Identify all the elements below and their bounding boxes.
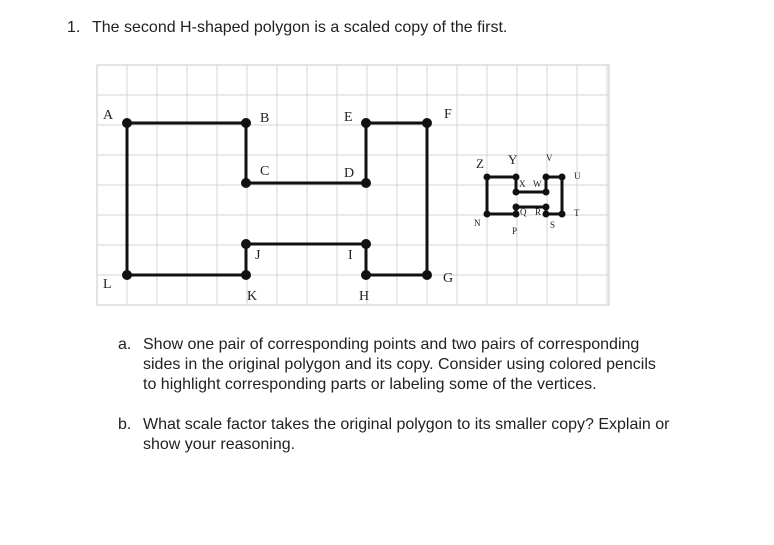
- vertex-C: [241, 178, 251, 188]
- vertex-X: [513, 189, 520, 196]
- part-a-letter: a.: [118, 336, 132, 353]
- label-X: X: [519, 179, 526, 189]
- part-b-text: [143, 415, 738, 455]
- part-b-line: What scale factor takes the original polygon to its smaller copy? Explain or: [143, 416, 670, 433]
- label-Y: Y: [508, 152, 518, 167]
- vertex-J: [241, 239, 251, 249]
- vertex-I: [361, 239, 371, 249]
- question-text: The second H-shaped polygon is a scaled copy of the first.: [92, 19, 508, 36]
- label-C: C: [260, 164, 270, 179]
- part-a-line: to highlight corresponding parts or labeling some of the vertices.: [143, 376, 597, 393]
- part-b: [118, 415, 738, 455]
- label-B: B: [260, 111, 270, 126]
- label-G: G: [443, 271, 454, 286]
- vertex-E: [361, 118, 371, 128]
- vertex-R: [543, 204, 550, 211]
- label-S: S: [550, 220, 556, 230]
- label-A: A: [103, 108, 114, 123]
- label-E: E: [344, 110, 353, 125]
- vertex-Q: [513, 204, 520, 211]
- label-J: J: [255, 248, 261, 263]
- label-K: K: [247, 289, 258, 304]
- vertex-S: [543, 211, 550, 218]
- part-a-text: [143, 335, 738, 395]
- label-T: T: [574, 208, 580, 218]
- vertex-P: [513, 211, 520, 218]
- label-Q: Q: [520, 207, 527, 217]
- part-a: [118, 335, 738, 395]
- label-V: V: [546, 153, 553, 163]
- vertex-T: [559, 211, 566, 218]
- label-H: H: [359, 289, 370, 304]
- label-R: R: [535, 207, 542, 217]
- vertex-L: [122, 270, 132, 280]
- small-labels: [474, 152, 581, 236]
- vertex-W: [543, 189, 550, 196]
- part-b-letter: b.: [118, 416, 132, 433]
- vertex-H: [361, 270, 371, 280]
- label-U: U: [574, 171, 581, 181]
- vertex-A: [122, 118, 132, 128]
- label-N: N: [474, 218, 481, 228]
- part-a-line: Show one pair of corresponding points and two pairs of corresponding: [143, 336, 640, 353]
- label-D: D: [344, 166, 355, 181]
- label-W: W: [533, 179, 542, 189]
- vertex-D: [361, 178, 371, 188]
- label-P: P: [512, 226, 518, 236]
- part-a-line: sides in the original polygon and its copy. Consider using colored pencils: [143, 356, 656, 373]
- label-Z: Z: [476, 156, 484, 171]
- vertex-K: [241, 270, 251, 280]
- vertex-U: [559, 174, 566, 181]
- label-L: L: [103, 277, 112, 292]
- question-parts: [118, 335, 738, 475]
- label-I: I: [348, 248, 353, 263]
- vertex-B: [241, 118, 251, 128]
- question-number: 1.: [67, 19, 81, 36]
- vertex-N: [484, 211, 491, 218]
- vertex-Z: [484, 174, 491, 181]
- part-b-line: show your reasoning.: [143, 436, 296, 453]
- vertex-G: [422, 270, 432, 280]
- vertex-V: [543, 174, 550, 181]
- label-F: F: [444, 107, 452, 122]
- vertex-F: [422, 118, 432, 128]
